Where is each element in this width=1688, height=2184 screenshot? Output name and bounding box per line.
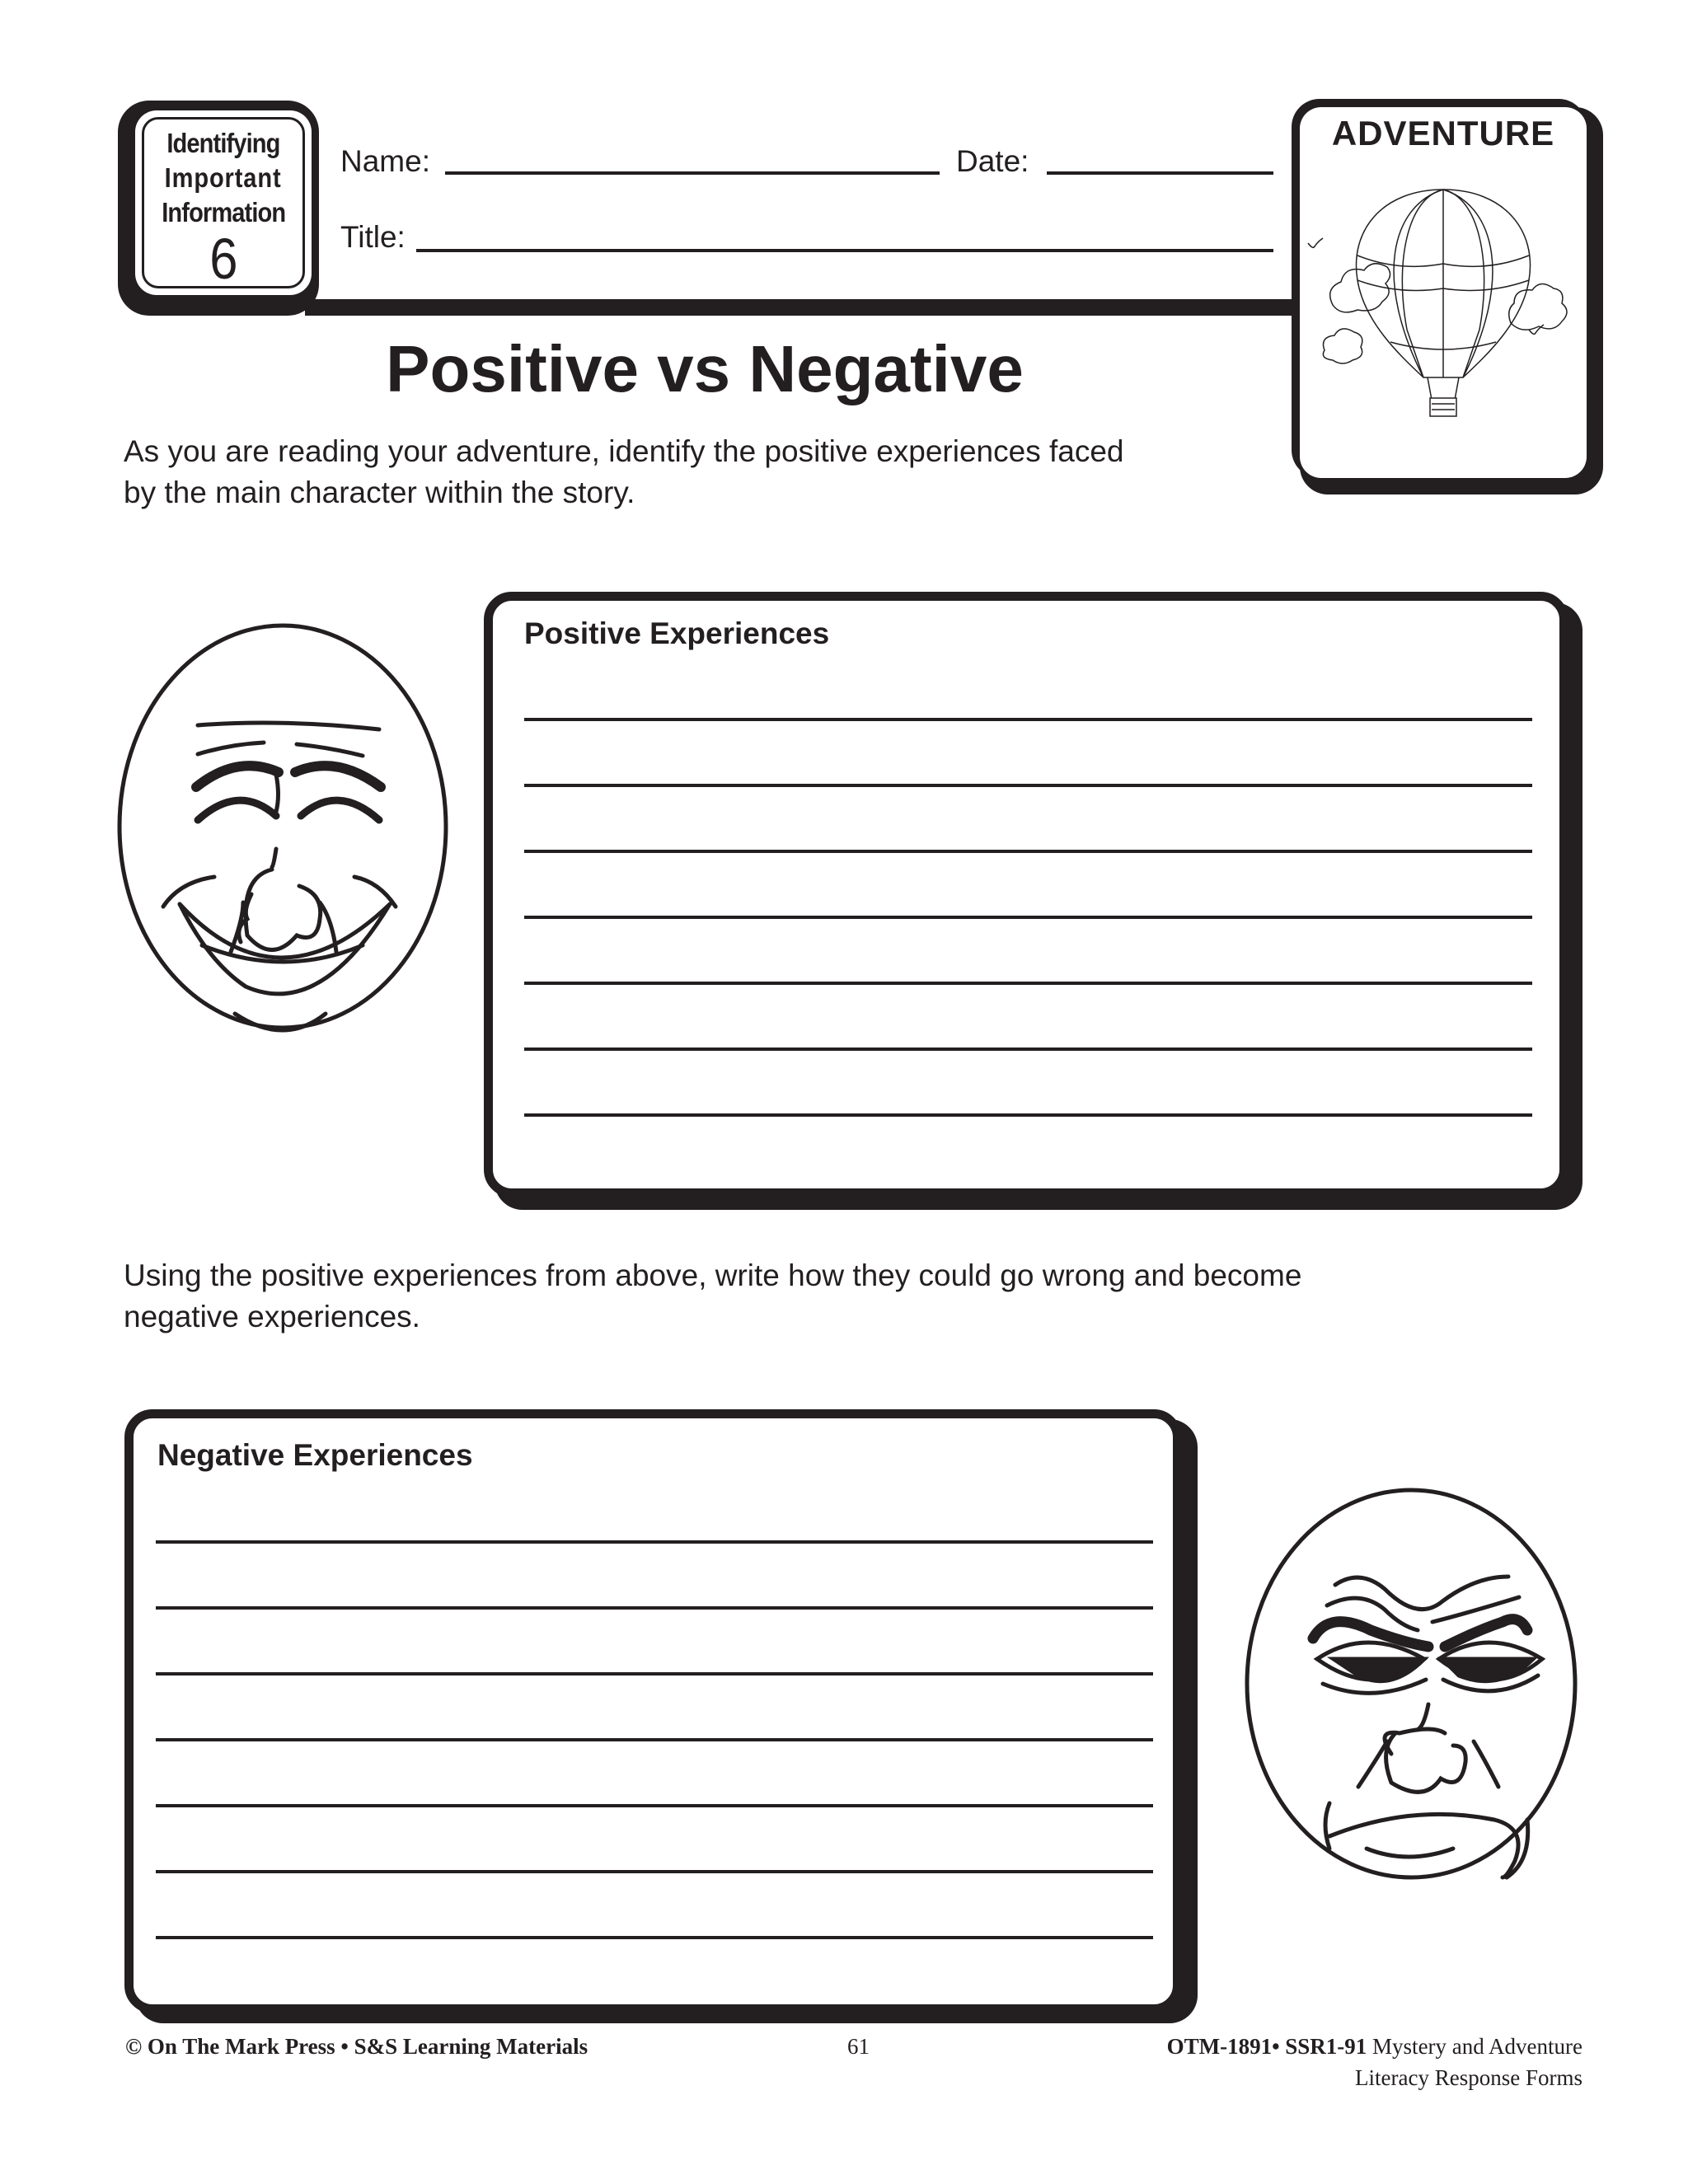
instruction-negative-line-2: negative experiences. xyxy=(124,1300,420,1333)
positive-line-3[interactable] xyxy=(524,850,1532,853)
footer-copyright-text: © On The Mark Press • S&S Learning Materials xyxy=(125,2034,588,2059)
header-divider-bar xyxy=(305,299,1294,316)
badge-line-3: Information xyxy=(161,197,286,227)
negative-line-1[interactable] xyxy=(156,1540,1153,1544)
positive-line-1[interactable] xyxy=(524,718,1532,721)
negative-experiences-box xyxy=(124,1409,1182,2013)
positive-line-5[interactable] xyxy=(524,982,1532,985)
badge-number: 6 xyxy=(209,227,237,291)
badge-line-2: Important xyxy=(165,162,282,193)
negative-line-2[interactable] xyxy=(156,1606,1153,1610)
positive-line-7[interactable] xyxy=(524,1113,1532,1117)
title-label: Title: xyxy=(340,220,406,254)
name-field[interactable] xyxy=(445,171,940,175)
date-field[interactable] xyxy=(1047,171,1273,175)
instruction-positive-line-2: by the main character within the story. xyxy=(124,476,635,509)
positive-experiences-box xyxy=(484,592,1568,1197)
date-label: Date: xyxy=(956,144,1029,178)
instruction-positive-line-1: As you are reading your adventure, identify the positive experiences faced xyxy=(124,434,1124,468)
genre-label: ADVENTURE xyxy=(1331,114,1555,152)
happy-face-icon xyxy=(115,622,453,1034)
negative-line-6[interactable] xyxy=(156,1870,1153,1873)
badge-line-1: Identifying xyxy=(166,128,280,158)
negative-line-7[interactable] xyxy=(156,1936,1153,1939)
footer-book-subtitle: Literacy Response Forms xyxy=(1355,2065,1582,2090)
angry-face-icon xyxy=(1243,1486,1581,1883)
instruction-negative-line-1: Using the positive experiences from above, write how they could go wrong and become xyxy=(124,1258,1302,1292)
negative-line-4[interactable] xyxy=(156,1738,1153,1741)
activity-badge-label xyxy=(142,117,305,291)
footer-copyright xyxy=(125,2032,588,2061)
title-field[interactable] xyxy=(416,249,1273,252)
footer-book-info xyxy=(1167,2032,1582,2061)
positive-line-6[interactable] xyxy=(524,1047,1532,1051)
positive-box-title: Positive Experiences xyxy=(524,616,830,650)
page-number: 61 xyxy=(847,2034,870,2059)
footer-catalog-code: OTM-1891• SSR1-91 xyxy=(1166,2034,1367,2059)
negative-line-3[interactable] xyxy=(156,1672,1153,1675)
page-title: Positive vs Negative xyxy=(386,332,1024,405)
name-label: Name: xyxy=(340,144,430,178)
positive-line-2[interactable] xyxy=(524,784,1532,787)
negative-box-title: Negative Experiences xyxy=(157,1438,473,1472)
footer-book-title: Mystery and Adventure xyxy=(1367,2034,1582,2059)
negative-line-5[interactable] xyxy=(156,1804,1153,1807)
positive-line-4[interactable] xyxy=(524,916,1532,919)
